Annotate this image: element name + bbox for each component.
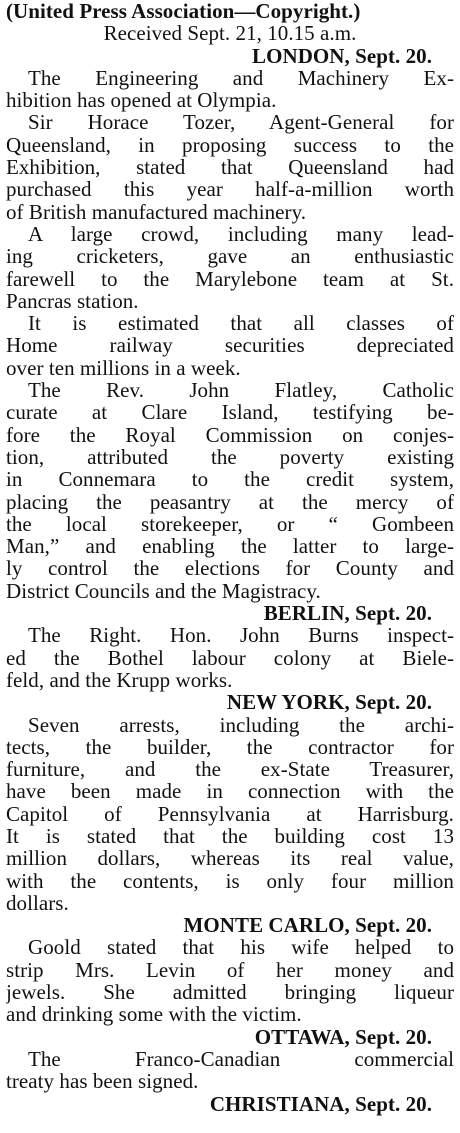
paragraph-line: furniture, and the ex-State Treasurer, bbox=[6, 757, 454, 782]
paragraph-line: and drinking some with the victim. bbox=[6, 1002, 302, 1027]
dateline: OTTAWA, Sept. 20. bbox=[254, 1024, 432, 1049]
paragraph-line: Queensland, in proposing success to the bbox=[6, 132, 454, 157]
paragraph-line: The Right. Hon. John Burns inspect- bbox=[28, 623, 454, 648]
paragraph-line: the local storekeeper, or “ Gombeen bbox=[6, 511, 454, 536]
paragraph-line: District Councils and the Magistracy. bbox=[6, 578, 321, 603]
paragraph-line: It is estimated that all classes of bbox=[28, 311, 454, 336]
paragraph-line: feld, and the Krupp works. bbox=[6, 667, 233, 692]
received-timestamp: Received Sept. 21, 10.15 a.m. bbox=[103, 21, 357, 46]
paragraph-line: strip Mrs. Levin of her money and bbox=[6, 957, 454, 982]
paragraph-line: Man,” and enabling the latter to large- bbox=[6, 534, 454, 559]
paragraph-line: ing cricketers, gave an enthusiastic bbox=[6, 244, 454, 269]
copyright-notice: (United Press Association—Copyright.) bbox=[6, 0, 361, 23]
paragraph-line: ed the Bothel labour colony at Biele- bbox=[6, 645, 454, 670]
paragraph-line: farewell to the Marylebone team at St. bbox=[6, 266, 454, 291]
paragraph-line: The Franco-Canadian commercial bbox=[28, 1046, 454, 1071]
paragraph-line: Capitol of Pennsylvania at Harrisburg. bbox=[6, 801, 454, 826]
paragraph-line: over ten millions in a week. bbox=[6, 355, 241, 380]
paragraph-line: placing the peasantry at the mercy of bbox=[6, 489, 454, 514]
paragraph-line: The Engineering and Machinery Ex- bbox=[28, 65, 454, 90]
paragraph-line: Home railway securities depreciated bbox=[6, 333, 454, 358]
paragraph-line: jewels. She admitted bringing liqueur bbox=[6, 980, 454, 1005]
dateline: LONDON, Sept. 20. bbox=[252, 43, 432, 68]
paragraph-line: treaty has been signed. bbox=[6, 1069, 199, 1094]
paragraph-line: dollars. bbox=[6, 890, 69, 915]
paragraph-line: purchased this year half-a-million worth bbox=[6, 177, 454, 202]
paragraph-line: Sir Horace Tozer, Agent-General for bbox=[28, 110, 454, 135]
paragraph-line: in Connemara to the credit system, bbox=[6, 467, 454, 492]
dateline: NEW YORK, Sept. 20. bbox=[226, 690, 432, 715]
paragraph-line: ly control the elections for County and bbox=[6, 556, 454, 581]
paragraph-line: fore the Royal Commission on conjes- bbox=[6, 422, 454, 447]
paragraph-line: with the contents, is only four million bbox=[6, 868, 454, 893]
paragraph-line: of British manufactured machinery. bbox=[6, 199, 307, 224]
paragraph-line: The Rev. John Flatley, Catholic bbox=[28, 378, 454, 403]
paragraph-line: tects, the builder, the contractor for bbox=[6, 734, 454, 759]
paragraph-line: curate at Clare Island, testifying be- bbox=[6, 400, 454, 425]
news-column bbox=[6, 0, 454, 1133]
paragraph-line: Pancras station. bbox=[6, 288, 139, 313]
paragraph-line: Exhibition, stated that Queensland had bbox=[6, 155, 454, 180]
paragraph-line: It is stated that the building cost 13 bbox=[6, 823, 454, 848]
dateline: CHRISTIANA, Sept. 20. bbox=[209, 1091, 432, 1116]
paragraph-line: have been made in connection with the bbox=[6, 779, 454, 804]
paragraph-line: Seven arrests, including the archi- bbox=[28, 712, 454, 737]
paragraph-line: tion, attributed the poverty existing bbox=[6, 444, 454, 469]
paragraph-line: A large crowd, including many lead- bbox=[28, 221, 454, 246]
dateline: MONTE CARLO, Sept. 20. bbox=[183, 913, 432, 938]
paragraph-line: million dollars, whereas its real value, bbox=[6, 846, 454, 871]
dateline: BERLIN, Sept. 20. bbox=[263, 601, 432, 626]
paragraph-line: hibition has opened at Olympia. bbox=[6, 88, 277, 113]
paragraph-line: Goold stated that his wife helped to bbox=[28, 935, 454, 960]
